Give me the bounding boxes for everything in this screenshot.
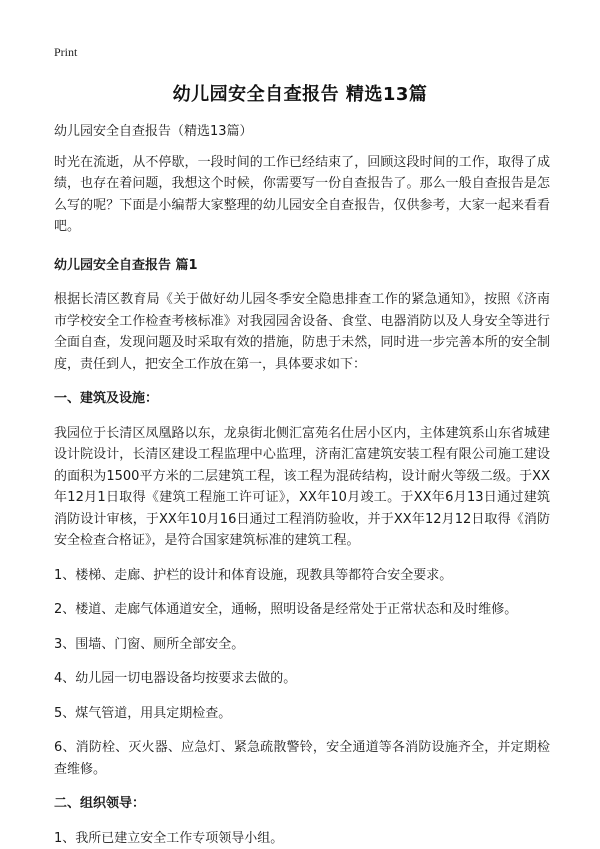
heading-building-facilities: 一、建筑及设施： bbox=[54, 388, 550, 410]
building-paragraph: 我园位于长清区凤凰路以东，龙泉街北侧汇富苑名仕居小区内，主体建筑系山东省城建设计院设计，长清区建设工程监理中心监理，济南汇富建筑安装工程有限公司施工建设的面积为1500平方米的二层建筑工程，该工程为混砖结构，设计耐火等级二级。于XX年12月1日取得《建筑工程施工许可证》，XX年10月竣工。于XX年6月13日通过建筑消防设计审核，于XX年10月16日通过工程消防验收，并于XX年12月12日取得《消防安全检查合格证》，是符合国家建筑标准的建筑工程。 bbox=[54, 423, 550, 552]
page-title: 幼儿园安全自查报告 精选13篇 bbox=[0, 80, 600, 106]
document-subtitle: 幼儿园安全自查报告（精选13篇） bbox=[54, 121, 550, 143]
list-item: 2、楼道、走廊气体通道安全，通畅，照明设备是经常处于正常状态和及时维修。 bbox=[54, 599, 550, 621]
intro-paragraph: 时光在流逝，从不停歇，一段时间的工作已经结束了，回顾这段时间的工作，取得了成绩，也存在着问题，我想这个时候，你需要写一份自查报告了。那么一般自查报告是怎么写的呢？下面是小编帮大家整理的幼儿园安全自查报告，仅供参考，大家一起来看看吧。 bbox=[54, 152, 550, 238]
list-item: 4、幼儿园一切电器设备均按要求去做的。 bbox=[54, 668, 550, 690]
list-item: 1、我所已建立安全工作专项领导小组。 bbox=[54, 828, 550, 849]
section-title: 幼儿园安全自查报告 篇1 bbox=[54, 255, 550, 277]
list-item: 6、消防栓、灭火器、应急灯、紧急疏散警铃，安全通道等各消防设施齐全，并定期检查维修。 bbox=[54, 737, 550, 780]
section-intro-paragraph: 根据长清区教育局《关于做好幼儿园冬季安全隐患排查工作的紧急通知》，按照《济南市学校安全工作检查考核标准》对我园园舍设备、食堂、电器消防以及人身安全等进行全面自查，发现问题及时采取有效的措施，防患于未然，同时进一步完善本所的安全制度，责任到人，把安全工作放在第一，具体要求如下： bbox=[54, 289, 550, 375]
list-item: 5、煤气管道，用具定期检查。 bbox=[54, 703, 550, 725]
print-label: Print bbox=[54, 45, 77, 60]
heading-organization: 二、组织领导： bbox=[54, 793, 550, 815]
list-item: 3、围墙、门窗、厕所全部安全。 bbox=[54, 634, 550, 656]
list-item: 1、楼梯、走廊、护栏的设计和体育设施，现教具等都符合安全要求。 bbox=[54, 565, 550, 587]
document-body bbox=[54, 121, 550, 849]
